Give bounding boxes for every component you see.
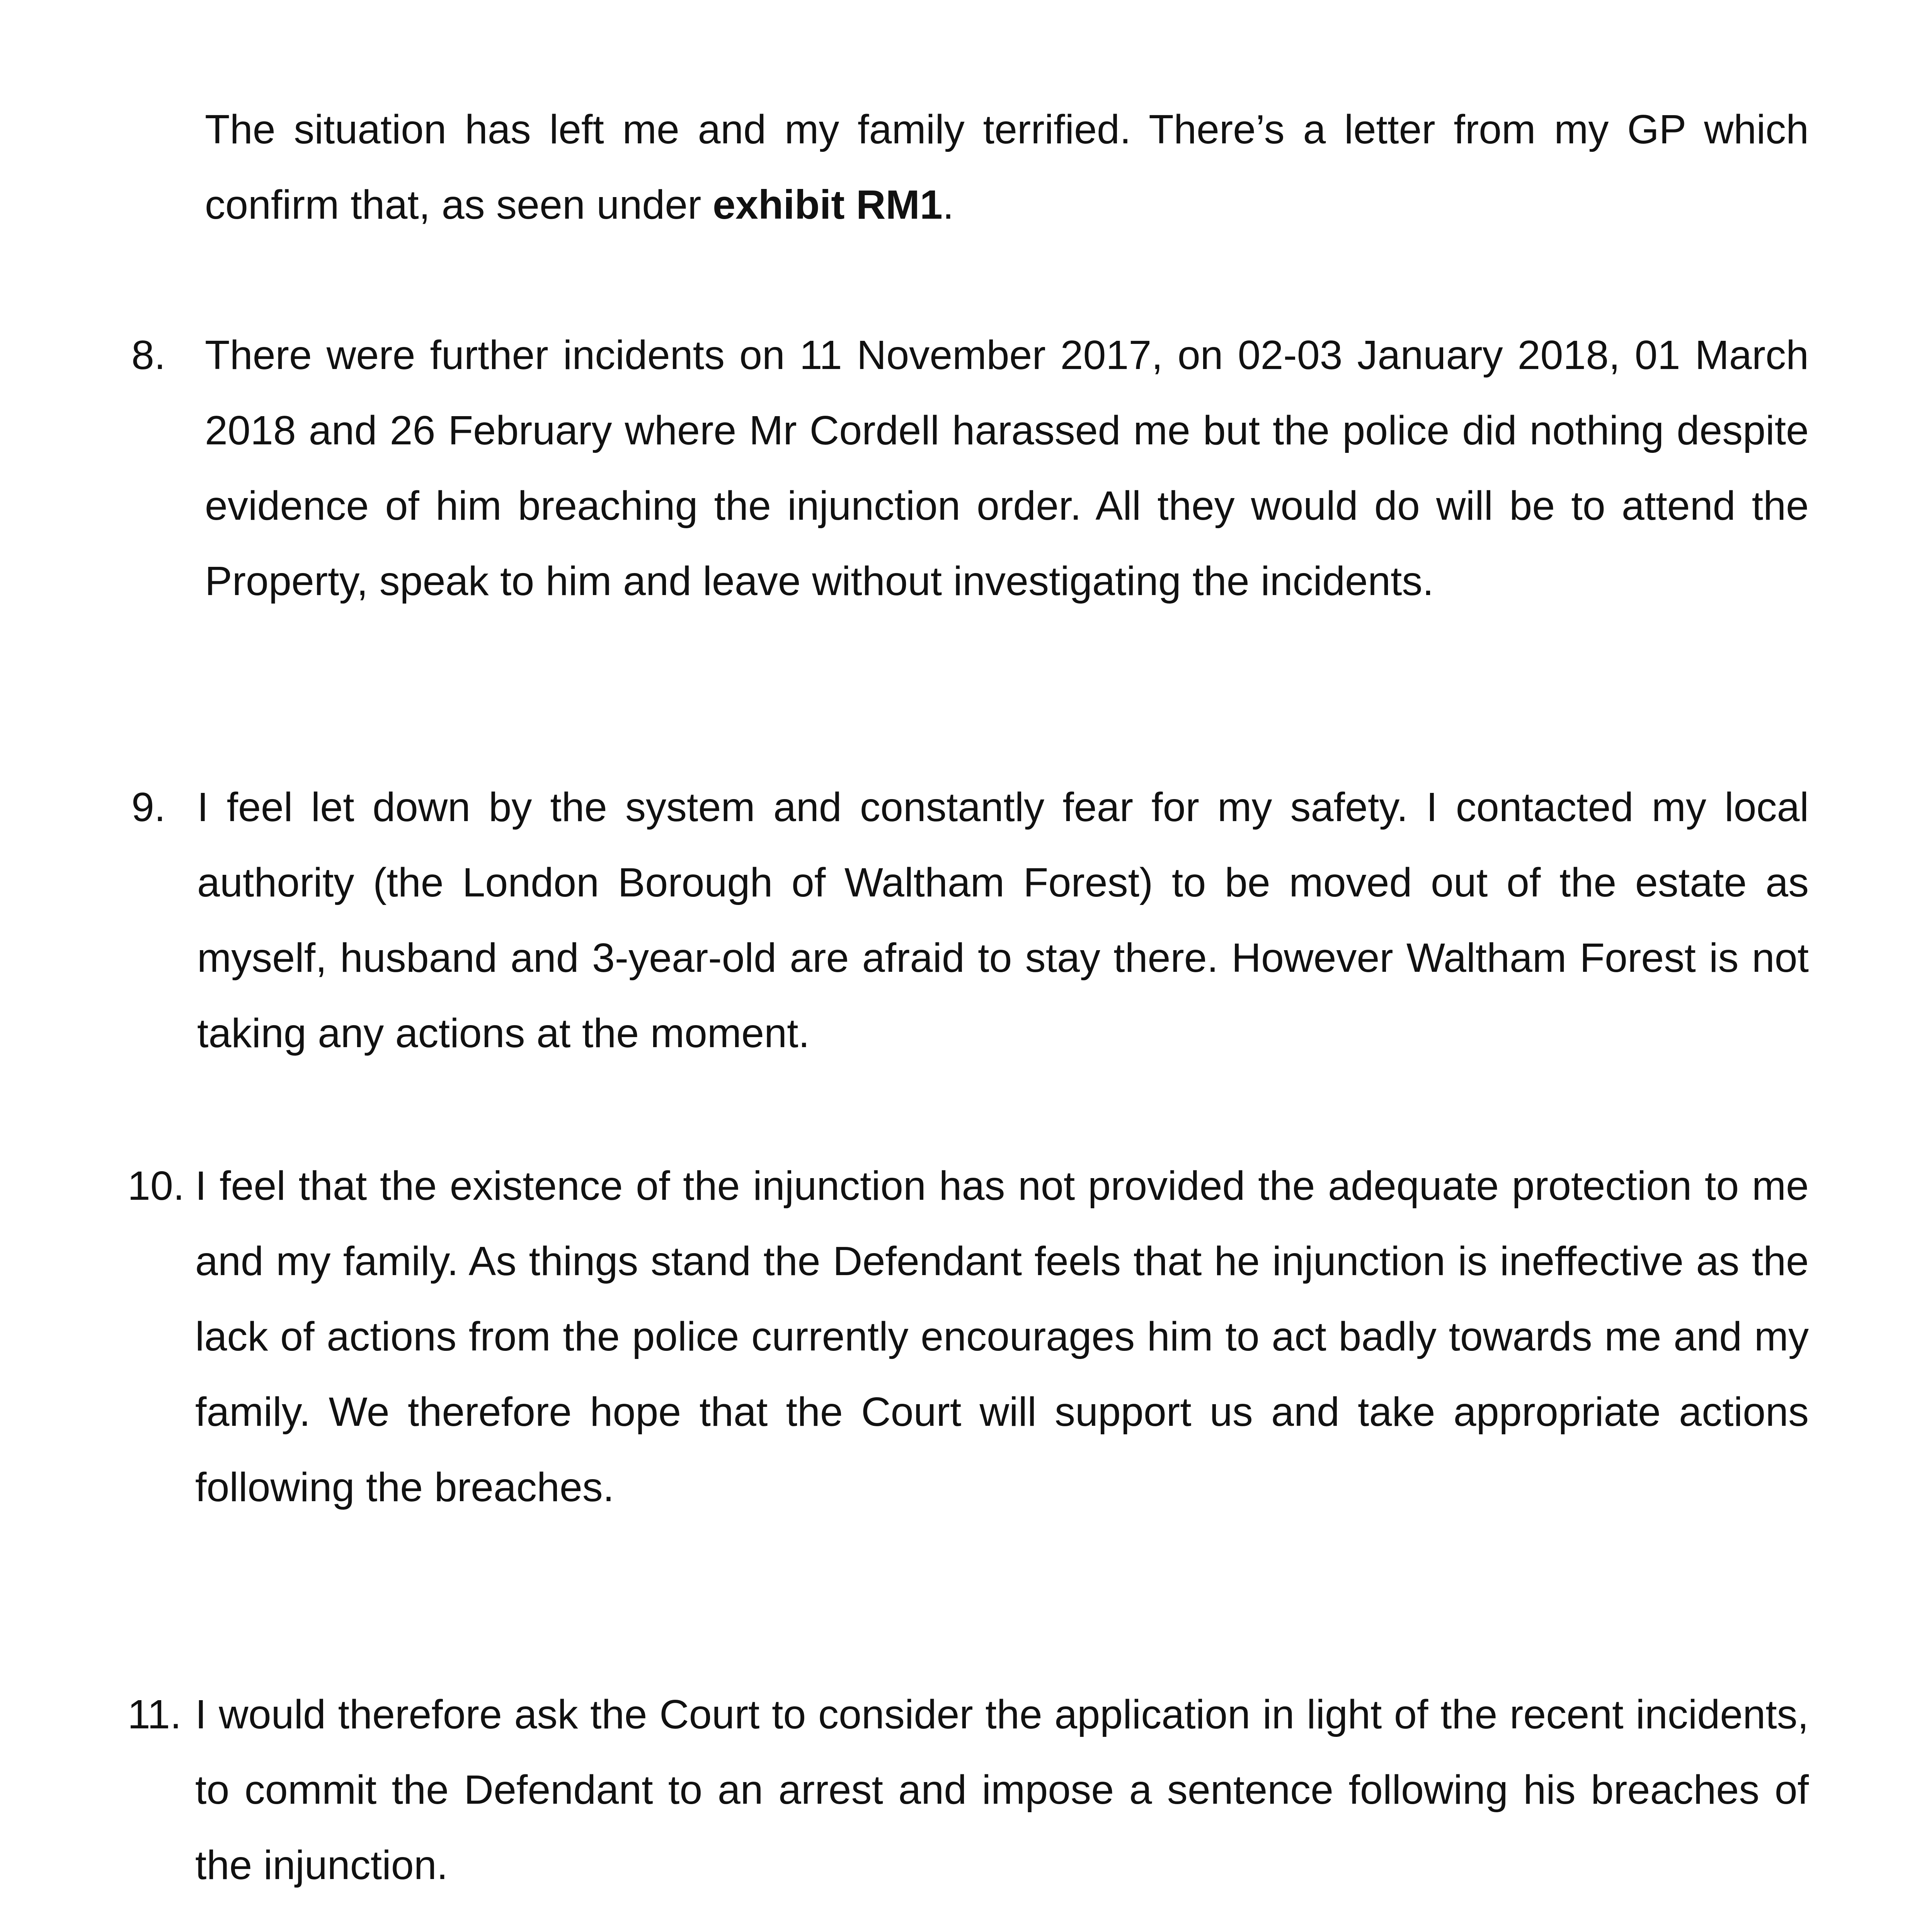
paragraph-number: 8. <box>131 332 166 378</box>
intro-paragraph <box>205 92 1809 243</box>
paragraph-8: There were further incidents on 11 November 2017, on 02-03 January 2018, 01 March 2018 and 26 February where Mr Cordell harassed me but the police did nothing despite evidence of him breaching the injunction order. All they would do will be to attend the Property, speak to him and leave without investigating the incidents. <box>205 332 1809 604</box>
exhibit-reference: exhibit RM1 <box>712 182 943 228</box>
intro-text: The situation has left me and my family terrified. There’s a letter from my GP which confirm that, as seen under <box>205 107 1809 228</box>
intro-end: . <box>942 182 954 228</box>
paragraph-number: 9. <box>131 784 166 830</box>
paragraph-10: I feel that the existence of the injunction has not provided the adequate protection to me and my family. As things stand the Defendant feels that he injunction is ineffective as the lack of actions from the police currently encourages him to act badly towards me and my family. We therefore hope that the Court will support us and take appropriate actions following the breaches. <box>195 1163 1809 1510</box>
paragraph-number: 11. <box>128 1692 182 1737</box>
paragraph-9: I feel let down by the system and constantly fear for my safety. I contacted my local authority (the London Borough of Waltham Forest) to be moved out of the estate as myself, husband and 3-year-old are afraid to stay there. However Waltham Forest is not taking any actions at the moment. <box>197 784 1809 1056</box>
paragraph-number: 10. <box>128 1163 185 1209</box>
paragraph-11: I would therefore ask the Court to consider the application in light of the recent incidents, to commit the Defendant to an arrest and impose a sentence following his breaches of the injunction. <box>195 1692 1809 1888</box>
